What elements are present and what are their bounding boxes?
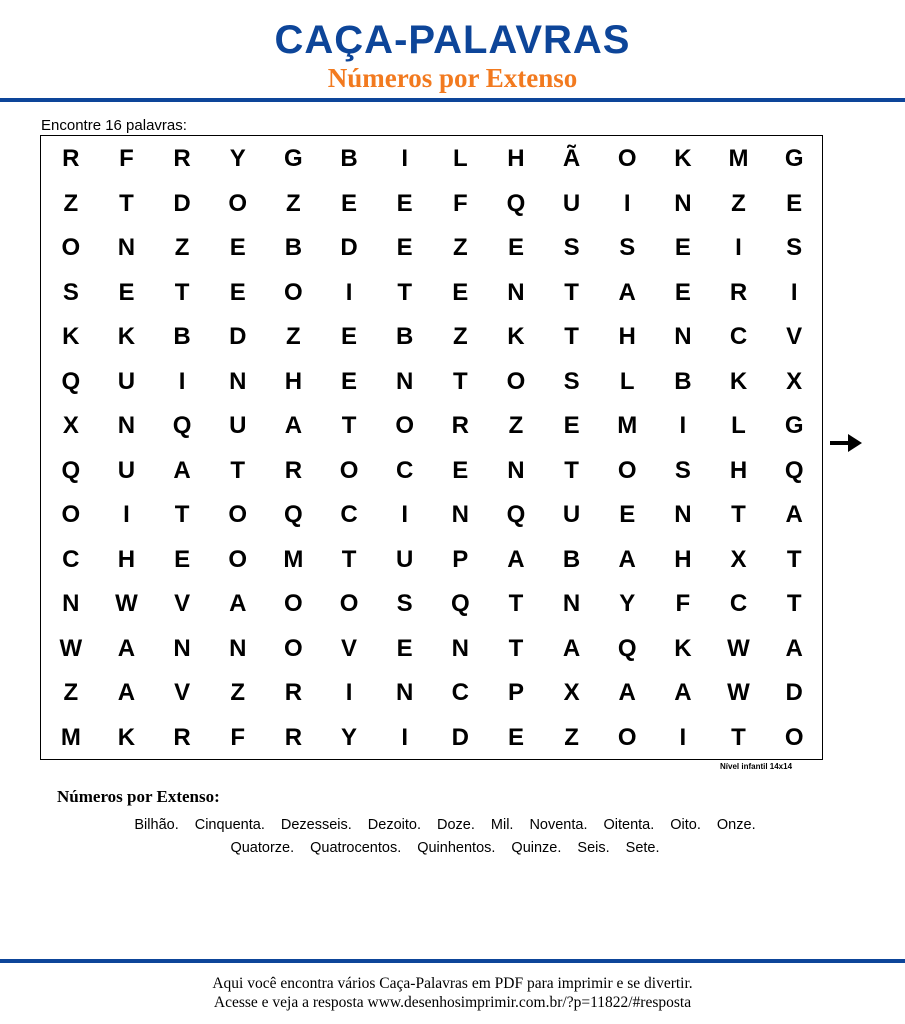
grid-cell[interactable]: R bbox=[173, 145, 191, 172]
grid-cell[interactable]: Z bbox=[230, 679, 246, 706]
grid-cell[interactable]: R bbox=[451, 412, 469, 439]
word-list-item: Sete. bbox=[625, 840, 660, 856]
grid-cell[interactable]: A bbox=[674, 679, 692, 706]
grid-row bbox=[41, 671, 822, 716]
grid-row bbox=[41, 582, 822, 627]
word-list-item: Quinze. bbox=[511, 840, 562, 856]
bottom-divider bbox=[0, 959, 905, 963]
word-list-item: Bilhão. bbox=[134, 817, 179, 833]
grid-cell[interactable]: A bbox=[618, 545, 636, 573]
grid-cell[interactable]: O bbox=[228, 189, 248, 217]
grid-cell[interactable]: O bbox=[784, 723, 804, 751]
grid-cell[interactable]: T bbox=[731, 723, 746, 751]
grid-cell[interactable]: O bbox=[228, 545, 248, 573]
grid-cell[interactable]: N bbox=[395, 679, 414, 706]
grid-cell[interactable]: H bbox=[117, 545, 136, 573]
grid-cell[interactable]: Y bbox=[619, 590, 636, 617]
grid-cell[interactable]: D bbox=[451, 723, 469, 751]
grid-cell[interactable]: N bbox=[229, 367, 247, 395]
grid-cell[interactable]: E bbox=[341, 367, 358, 395]
grid-cell[interactable]: A bbox=[117, 679, 136, 706]
grid-cell[interactable]: R bbox=[62, 145, 80, 172]
grid-cell[interactable]: B bbox=[562, 545, 581, 573]
grid-cell[interactable]: Q bbox=[784, 456, 804, 484]
grid-cell[interactable]: M bbox=[728, 145, 749, 172]
grid-cell[interactable]: R bbox=[284, 679, 303, 706]
grid-cell[interactable]: E bbox=[674, 234, 691, 261]
grid-cell[interactable]: K bbox=[674, 145, 692, 172]
grid-cell[interactable]: C bbox=[62, 545, 80, 573]
grid-cell[interactable]: Z bbox=[508, 412, 524, 439]
grid-cell[interactable]: T bbox=[564, 323, 579, 350]
grid-cell[interactable]: I bbox=[401, 145, 408, 172]
grid-cell[interactable]: A bbox=[284, 412, 303, 439]
grid-cell[interactable]: H bbox=[284, 367, 303, 395]
grid-cell[interactable]: F bbox=[452, 189, 468, 217]
grid-cell[interactable]: O bbox=[61, 501, 81, 528]
grid-cell[interactable]: T bbox=[508, 590, 524, 617]
grid-cell[interactable]: U bbox=[229, 412, 247, 439]
grid-cell[interactable]: M bbox=[617, 412, 638, 439]
grid-cell[interactable]: S bbox=[563, 234, 580, 261]
grid-cell[interactable]: K bbox=[674, 634, 692, 662]
grid-cell[interactable]: H bbox=[507, 145, 525, 172]
grid-cell[interactable]: D bbox=[340, 234, 358, 261]
grid-row bbox=[41, 493, 822, 538]
grid-cell[interactable]: Q bbox=[61, 367, 81, 395]
grid-cell[interactable]: Y bbox=[341, 723, 358, 751]
grid-cell[interactable]: T bbox=[174, 278, 190, 306]
grid-cell[interactable]: S bbox=[62, 278, 79, 306]
grid-cell[interactable]: T bbox=[174, 501, 190, 528]
page-title: CAÇA-PALAVRAS bbox=[274, 18, 631, 62]
grid-cell[interactable]: L bbox=[619, 367, 635, 395]
instruction-text: Encontre 16 palavras: bbox=[41, 117, 187, 134]
grid-cell[interactable]: C bbox=[729, 590, 748, 617]
grid-cell[interactable]: R bbox=[284, 723, 303, 751]
word-list-item: Dezoito. bbox=[367, 817, 421, 833]
grid-cell[interactable]: T bbox=[397, 278, 412, 306]
grid-cell[interactable]: L bbox=[731, 412, 746, 439]
word-list-item: Cinquenta. bbox=[194, 817, 265, 833]
grid-cell[interactable]: N bbox=[451, 501, 469, 528]
grid-cell[interactable]: E bbox=[563, 412, 580, 439]
grid-cell[interactable]: I bbox=[679, 723, 687, 751]
grid-cell[interactable]: C bbox=[451, 679, 469, 706]
grid-cell[interactable]: E bbox=[229, 278, 246, 306]
grid-cell[interactable]: R bbox=[173, 723, 191, 751]
grid-cell[interactable]: N bbox=[674, 323, 692, 350]
grid-row bbox=[41, 404, 822, 449]
grid-cell[interactable]: S bbox=[396, 590, 413, 617]
grid-cell[interactable]: N bbox=[117, 412, 136, 439]
grid-cell[interactable]: I bbox=[735, 234, 742, 261]
grid-cell[interactable]: T bbox=[452, 367, 468, 395]
grid-cell[interactable]: K bbox=[507, 323, 525, 350]
grid-cell[interactable]: V bbox=[174, 679, 191, 706]
grid-cell[interactable]: E bbox=[452, 278, 469, 306]
grid-cell[interactable]: E bbox=[118, 278, 135, 306]
grid-cell[interactable]: Q bbox=[172, 412, 192, 439]
grid-cell[interactable]: I bbox=[178, 367, 186, 395]
grid-cell[interactable]: A bbox=[229, 590, 247, 617]
grid-row bbox=[41, 182, 822, 227]
grid-cell[interactable]: A bbox=[785, 501, 803, 528]
grid-cell[interactable]: N bbox=[562, 590, 581, 617]
grid-cell[interactable]: E bbox=[229, 234, 246, 261]
grid-cell[interactable]: V bbox=[174, 590, 191, 617]
grid-cell[interactable]: D bbox=[785, 679, 803, 706]
grid-cell[interactable]: E bbox=[396, 189, 413, 217]
grid-cell[interactable]: D bbox=[173, 189, 191, 217]
grid-cell[interactable]: Q bbox=[61, 456, 81, 484]
grid-cell[interactable]: N bbox=[117, 234, 136, 261]
top-divider bbox=[0, 98, 905, 102]
grid-cell[interactable]: O bbox=[61, 234, 81, 261]
grid-row bbox=[41, 226, 822, 271]
grid-cell[interactable]: S bbox=[563, 367, 580, 395]
grid-cell[interactable]: I bbox=[345, 278, 353, 306]
grid-cell[interactable]: G bbox=[784, 412, 804, 439]
grid-cell[interactable]: I bbox=[123, 501, 130, 528]
grid-cell[interactable]: W bbox=[727, 679, 750, 706]
grid-cell[interactable]: B bbox=[674, 367, 692, 395]
grid-cell[interactable]: O bbox=[284, 634, 303, 662]
grid-cell[interactable]: X bbox=[786, 367, 803, 395]
grid-cell[interactable]: O bbox=[617, 723, 637, 751]
grid-cell[interactable]: Z bbox=[63, 189, 79, 217]
grid-cell[interactable]: N bbox=[674, 501, 692, 528]
level-label: Nível infantil 14x14 bbox=[720, 762, 793, 771]
grid-cell[interactable]: C bbox=[395, 456, 414, 484]
grid-cell[interactable]: N bbox=[395, 367, 414, 395]
page-subtitle: Números por Extenso bbox=[327, 63, 578, 93]
grid-cell[interactable]: N bbox=[451, 634, 469, 662]
grid-cell[interactable]: A bbox=[507, 545, 525, 573]
footer-line-1: Aqui você encontra vários Caça-Palavras em PDF para imprimir e se divertir. bbox=[212, 975, 693, 992]
grid-cell[interactable]: T bbox=[564, 278, 579, 306]
grid-cell[interactable]: H bbox=[618, 323, 636, 350]
grid-cell[interactable]: O bbox=[395, 412, 414, 439]
word-search-grid bbox=[40, 135, 823, 760]
grid-cell[interactable]: I bbox=[623, 189, 631, 217]
word-list-item: Seis. bbox=[577, 840, 610, 856]
grid-cell[interactable]: B bbox=[395, 323, 414, 350]
grid-row bbox=[41, 360, 822, 405]
word-list-item: Quatorze. bbox=[230, 840, 295, 856]
grid-row bbox=[41, 716, 822, 761]
grid-row bbox=[41, 627, 822, 672]
grid-cell[interactable]: Z bbox=[564, 723, 579, 751]
grid-cell[interactable]: Z bbox=[731, 189, 746, 217]
grid-cell[interactable]: C bbox=[340, 501, 358, 528]
word-list-title: Números por Extenso: bbox=[57, 787, 220, 806]
grid-cell[interactable]: T bbox=[230, 456, 246, 484]
grid-cell[interactable]: Q bbox=[284, 501, 303, 528]
grid-cell[interactable]: W bbox=[727, 634, 750, 662]
grid-cell[interactable]: I bbox=[679, 412, 687, 439]
grid-row bbox=[41, 271, 822, 316]
word-list-item: Mil. bbox=[490, 817, 514, 833]
grid-cell[interactable]: D bbox=[229, 323, 247, 350]
grid-cell[interactable]: S bbox=[786, 234, 803, 261]
word-list-item: Quatrocentos. bbox=[310, 840, 402, 856]
grid-cell[interactable]: A bbox=[618, 679, 636, 706]
grid-row bbox=[41, 538, 822, 583]
grid-cell[interactable]: T bbox=[786, 590, 802, 617]
grid-cell[interactable]: E bbox=[396, 234, 413, 261]
grid-cell[interactable]: U bbox=[562, 189, 581, 217]
grid-cell[interactable]: U bbox=[117, 456, 136, 484]
grid-cell[interactable]: W bbox=[115, 590, 138, 617]
grid-cell[interactable]: E bbox=[674, 278, 691, 306]
grid-cell[interactable]: Q bbox=[506, 189, 526, 217]
grid-cell[interactable]: M bbox=[60, 723, 81, 751]
grid-cell[interactable]: T bbox=[341, 412, 357, 439]
grid-cell[interactable]: O bbox=[228, 501, 248, 528]
grid-cell[interactable]: E bbox=[452, 456, 469, 484]
grid-cell[interactable]: B bbox=[284, 234, 303, 261]
grid-row bbox=[41, 137, 822, 182]
grid-cell[interactable]: A bbox=[785, 634, 803, 662]
word-list-item: Quinhentos. bbox=[417, 840, 496, 856]
grid-cell[interactable]: O bbox=[284, 278, 303, 306]
grid-cell[interactable]: V bbox=[786, 323, 803, 350]
grid-cell[interactable]: O bbox=[506, 367, 526, 395]
grid-cell[interactable]: K bbox=[117, 323, 136, 350]
grid-cell[interactable]: E bbox=[341, 323, 358, 350]
grid-cell[interactable]: E bbox=[174, 545, 191, 573]
grid-cell[interactable]: F bbox=[675, 590, 691, 617]
grid-cell[interactable]: Z bbox=[452, 323, 468, 350]
grid-cell[interactable]: T bbox=[341, 545, 357, 573]
word-list-item: Doze. bbox=[437, 817, 475, 833]
grid-cell[interactable]: H bbox=[674, 545, 692, 573]
grid-row bbox=[41, 449, 822, 494]
word-list bbox=[60, 814, 830, 860]
grid-cell[interactable]: N bbox=[173, 634, 191, 662]
grid-cell[interactable]: X bbox=[563, 679, 580, 706]
grid-cell[interactable]: T bbox=[119, 189, 134, 217]
grid-cell[interactable]: Q bbox=[617, 634, 637, 662]
arrow-right-icon bbox=[830, 434, 862, 452]
grid-cell[interactable]: E bbox=[507, 723, 524, 751]
grid-cell[interactable]: P bbox=[452, 545, 469, 573]
grid-cell[interactable]: F bbox=[230, 723, 246, 751]
grid-cell[interactable]: K bbox=[62, 323, 80, 350]
grid-cell[interactable]: G bbox=[784, 145, 804, 172]
grid-cell[interactable]: N bbox=[229, 634, 247, 662]
grid-cell[interactable]: F bbox=[119, 145, 134, 172]
grid-cell[interactable]: N bbox=[674, 189, 692, 217]
grid-cell[interactable]: O bbox=[284, 590, 303, 617]
grid-cell[interactable]: B bbox=[340, 145, 358, 172]
grid-cell[interactable]: U bbox=[117, 367, 136, 395]
grid-row bbox=[41, 315, 822, 360]
grid-cell[interactable]: A bbox=[117, 634, 136, 662]
grid-cell[interactable]: E bbox=[619, 501, 636, 528]
grid-cell[interactable]: Z bbox=[63, 679, 79, 706]
grid-cell[interactable]: X bbox=[62, 412, 79, 439]
grid-cell[interactable]: S bbox=[674, 456, 691, 484]
grid-cell[interactable]: S bbox=[619, 234, 636, 261]
grid-cell[interactable]: Q bbox=[506, 501, 526, 528]
word-list-item: Oito. bbox=[670, 817, 701, 833]
word-list-item: Noventa. bbox=[529, 817, 588, 833]
grid-cell[interactable]: N bbox=[62, 590, 80, 617]
grid-cell[interactable]: I bbox=[790, 278, 798, 306]
grid-cell[interactable]: M bbox=[283, 545, 304, 573]
grid-cell[interactable]: Z bbox=[452, 234, 468, 261]
grid-cell[interactable]: Z bbox=[174, 234, 190, 261]
grid-cell[interactable]: O bbox=[617, 145, 637, 172]
word-list-item: Oitenta. bbox=[603, 817, 655, 833]
grid-cell[interactable]: L bbox=[452, 145, 468, 172]
grid-cell[interactable]: E bbox=[341, 189, 358, 217]
grid-cell[interactable]: C bbox=[729, 323, 748, 350]
word-list-item: Onze. bbox=[716, 817, 756, 833]
grid-cell[interactable]: G bbox=[284, 145, 303, 172]
grid-cell[interactable]: A bbox=[618, 278, 636, 306]
grid-cell[interactable]: X bbox=[730, 545, 747, 573]
grid-cell[interactable]: T bbox=[731, 501, 746, 528]
grid-cell[interactable]: H bbox=[729, 456, 748, 484]
grid-cell[interactable]: K bbox=[729, 367, 748, 395]
grid-cell[interactable]: T bbox=[564, 456, 579, 484]
grid-cell[interactable]: K bbox=[117, 723, 136, 751]
grid-cell[interactable]: P bbox=[507, 679, 524, 706]
grid-cell[interactable]: O bbox=[339, 590, 359, 617]
grid-cell[interactable]: V bbox=[341, 634, 358, 662]
grid-cell[interactable]: E bbox=[396, 634, 413, 662]
grid-cell[interactable]: Y bbox=[229, 145, 246, 172]
grid-cell[interactable]: R bbox=[729, 278, 748, 306]
grid-cell[interactable]: E bbox=[507, 234, 524, 261]
grid-cell[interactable]: A bbox=[173, 456, 191, 484]
grid-cell[interactable]: Q bbox=[450, 590, 470, 617]
grid-cell[interactable]: E bbox=[786, 189, 803, 217]
footer bbox=[0, 974, 905, 1012]
grid-cell[interactable]: N bbox=[507, 456, 525, 484]
grid-cell[interactable]: I bbox=[401, 501, 408, 528]
grid-cell[interactable]: I bbox=[401, 723, 408, 751]
grid-cell[interactable]: O bbox=[617, 456, 637, 484]
grid-cell[interactable]: Ã bbox=[562, 145, 581, 172]
grid-cell[interactable]: U bbox=[395, 545, 414, 573]
grid-cell[interactable]: W bbox=[59, 634, 83, 662]
grid-cell[interactable]: O bbox=[339, 456, 359, 484]
grid-cell[interactable]: N bbox=[507, 278, 525, 306]
word-list-item: Dezesseis. bbox=[280, 817, 352, 833]
grid-cell[interactable]: Z bbox=[286, 323, 301, 350]
grid-cell[interactable]: T bbox=[508, 634, 524, 662]
footer-line-2[interactable]: Acesse e veja a resposta www.desenhosimprimir.com.br/?p=11822/#resposta bbox=[213, 994, 692, 1011]
grid-cell[interactable]: A bbox=[562, 634, 581, 662]
grid-cell[interactable]: I bbox=[345, 679, 353, 706]
grid-cell[interactable]: Z bbox=[286, 189, 301, 217]
grid-cell[interactable]: T bbox=[786, 545, 802, 573]
grid-cell[interactable]: B bbox=[173, 323, 191, 350]
grid-cell[interactable]: R bbox=[284, 456, 303, 484]
grid-cell[interactable]: U bbox=[562, 501, 581, 528]
